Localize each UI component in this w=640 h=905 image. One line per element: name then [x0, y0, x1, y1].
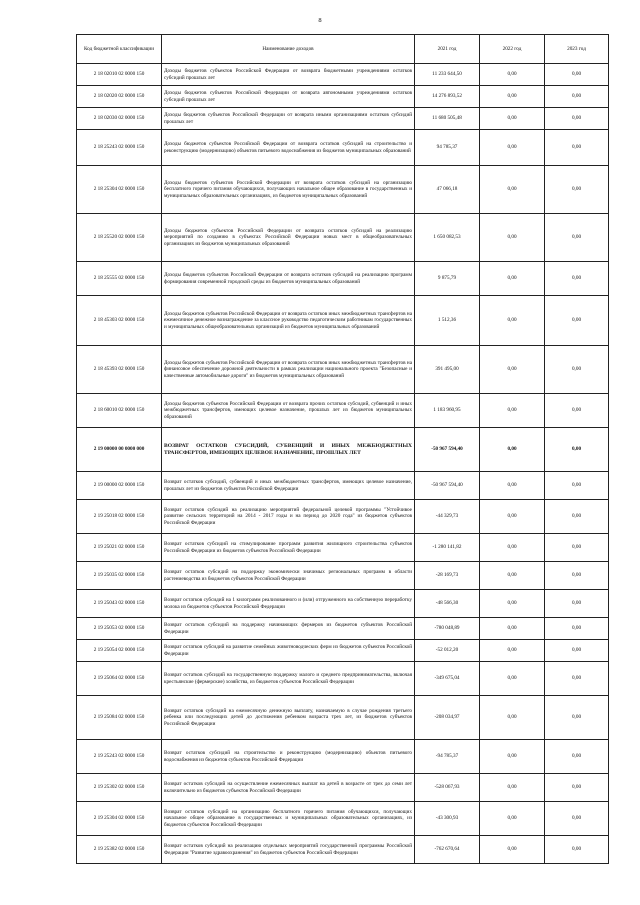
row-value-2022: 0,00	[480, 346, 545, 394]
row-code: 2 18 02020 02 0000 150	[77, 86, 162, 108]
row-code: 2 19 25084 02 0000 150	[77, 696, 162, 740]
row-description: ВОЗВРАТ ОСТАТКОВ СУБСИДИЙ, СУБВЕНЦИЙ И ИНЫХ МЕЖБЮДЖЕТНЫХ ТРАНСФЕРТОВ, ИМЕЮЩИХ ЦЕЛЕВОЕ НАЗНАЧЕНИЕ, ПРОШЛЫХ ЛЕТ	[162, 428, 415, 472]
row-value-2023: 0,00	[545, 86, 609, 108]
row-value-2023: 0,00	[545, 262, 609, 296]
row-value-2023: 0,00	[545, 640, 609, 662]
table-row	[77, 64, 609, 86]
table-row	[77, 534, 609, 562]
table-row	[77, 662, 609, 696]
table-row	[77, 472, 609, 500]
row-value-2022: 0,00	[480, 86, 545, 108]
row-description: Доходы бюджетов субъектов Российской Федерации от возврата прочих остатков субсидий, субвенций и иных межбюджетных трансфертов, имеющих целевое назначение, прошлых лет из бюджетов муниципальных образований	[162, 394, 415, 428]
row-code: 2 19 00000 02 0000 150	[77, 472, 162, 500]
row-value-2022: 0,00	[480, 836, 545, 864]
row-value-2022: 0,00	[480, 472, 545, 500]
row-code: 2 19 00000 00 0000 000	[77, 428, 162, 472]
row-value-2021: 1 183 960,95	[415, 394, 480, 428]
row-description: Возврат остатков субсидий на стимулирование программ развития жилищного строительства субъектов Российской Федерации из бюджетов субъектов Российской Федерации	[162, 534, 415, 562]
row-description: Возврат остатков субсидий на организацию бесплатного горячего питания обучающихся, получающих начальное общее образование в государственных и муниципальных образовательных организациях, из бюджетов субъектов Российской Федерации	[162, 802, 415, 836]
row-code: 2 19 25302 02 0000 150	[77, 774, 162, 802]
row-value-2021: -762 670,64	[415, 836, 480, 864]
row-value-2023: 0,00	[545, 534, 609, 562]
row-value-2021: -28 169,73	[415, 562, 480, 590]
row-value-2023: 0,00	[545, 662, 609, 696]
row-code: 2 19 25304 02 0000 150	[77, 802, 162, 836]
table-row	[77, 130, 609, 166]
row-value-2023: 0,00	[545, 394, 609, 428]
row-code: 2 18 02030 02 0000 150	[77, 108, 162, 130]
row-code: 2 18 25243 02 0000 150	[77, 130, 162, 166]
row-description: Доходы бюджетов субъектов Российской Федерации от возврата бюджетными учреждениями остатков субсидий прошлых лет	[162, 64, 415, 86]
row-value-2022: 0,00	[480, 662, 545, 696]
row-value-2021: 9 875,79	[415, 262, 480, 296]
row-value-2021: -94 785,37	[415, 740, 480, 774]
row-value-2021: -349 675,04	[415, 662, 480, 696]
row-value-2021: -208 034,97	[415, 696, 480, 740]
row-value-2021: 1 512,36	[415, 296, 480, 346]
row-code: 2 19 25243 02 0000 150	[77, 740, 162, 774]
row-value-2021: -50 967 594,40	[415, 472, 480, 500]
row-value-2021: 11 680 505,48	[415, 108, 480, 130]
row-value-2023: 0,00	[545, 428, 609, 472]
table-row	[77, 428, 609, 472]
page-number: 8	[318, 17, 322, 24]
row-code: 2 19 25382 02 0000 150	[77, 836, 162, 864]
row-code: 2 19 25035 02 0000 150	[77, 562, 162, 590]
row-code: 2 18 45393 02 0000 150	[77, 346, 162, 394]
row-value-2022: 0,00	[480, 214, 545, 262]
table-row	[77, 836, 609, 864]
revenue-table	[76, 34, 609, 864]
row-description: Возврат остатков субсидий на государственную поддержку малого и среднего предпринимательства, включая крестьянские (фермерские) хозяйства, из бюджетов субъектов Российской Федерации	[162, 662, 415, 696]
row-description: Доходы бюджетов субъектов Российской Федерации от возврата автономными учреждениями остатков субсидий прошлых лет	[162, 86, 415, 108]
row-value-2022: 0,00	[480, 534, 545, 562]
row-description: Доходы бюджетов субъектов Российской Федерации от возврата остатков иных межбюджетных трансфертов на финансовое обеспечение дорожной деятельности в рамках реализации национального проекта "Безопасные и качественные автомобильные дороги" из бюджетов муниципальных образований	[162, 346, 415, 394]
row-value-2022: 0,00	[480, 296, 545, 346]
row-value-2021: -44 329,73	[415, 500, 480, 534]
row-code: 2 19 25064 02 0000 150	[77, 662, 162, 696]
row-value-2021: 47 066,18	[415, 166, 480, 214]
row-value-2022: 0,00	[480, 618, 545, 640]
row-value-2021: -52 012,20	[415, 640, 480, 662]
table-row	[77, 590, 609, 618]
row-description: Доходы бюджетов субъектов Российской Федерации от возврата остатков субсидий на реализацию программ формирования современной городской среды из бюджетов муниципальных образований	[162, 262, 415, 296]
row-value-2022: 0,00	[480, 562, 545, 590]
row-value-2022: 0,00	[480, 774, 545, 802]
row-value-2021: -43 300,93	[415, 802, 480, 836]
row-value-2022: 0,00	[480, 262, 545, 296]
row-value-2022: 0,00	[480, 802, 545, 836]
row-value-2021: -48 566,30	[415, 590, 480, 618]
row-code: 2 18 02010 02 0000 150	[77, 64, 162, 86]
row-code: 2 18 25520 02 0000 150	[77, 214, 162, 262]
table-row	[77, 802, 609, 836]
table-row	[77, 696, 609, 740]
row-description: Возврат остатков субсидий на поддержку начинающих фермеров из бюджетов субъектов Российской Федерации	[162, 618, 415, 640]
header-name: Наименование доходов	[162, 35, 415, 64]
row-description: Доходы бюджетов субъектов Российской Федерации от возврата иными организациями остатков субсидий прошлых лет	[162, 108, 415, 130]
table-row	[77, 86, 609, 108]
row-description: Возврат остатков субсидий на 1 килограмм реализованного и (или) отгруженного на собственную переработку молока из бюджетов субъектов Российской Федерации	[162, 590, 415, 618]
row-value-2021: -528 067,93	[415, 774, 480, 802]
row-value-2022: 0,00	[480, 590, 545, 618]
row-description: Доходы бюджетов субъектов Российской Федерации от возврата остатков субсидий на строительство и реконструкцию (модернизацию) объектов питьевого водоснабжения из бюджетов муниципальных образований	[162, 130, 415, 166]
table-row	[77, 214, 609, 262]
row-value-2023: 0,00	[545, 696, 609, 740]
row-description: Возврат остатков субсидий на поддержку экономически значимых региональных программ в области растениеводства из бюджетов субъектов Российской Федерации	[162, 562, 415, 590]
table-body	[77, 64, 609, 864]
table-row	[77, 618, 609, 640]
header-2022: 2022 год	[480, 35, 545, 64]
row-code: 2 18 45303 02 0000 150	[77, 296, 162, 346]
row-value-2022: 0,00	[480, 640, 545, 662]
row-value-2023: 0,00	[545, 64, 609, 86]
row-value-2023: 0,00	[545, 108, 609, 130]
row-description: Возврат остатков субсидий на реализацию отдельных мероприятий государственной программы Российской Федерации "Развитие здравоохранения" из бюджетов субъектов Российской Федерации	[162, 836, 415, 864]
row-value-2022: 0,00	[480, 696, 545, 740]
row-value-2021: -1 280 141,82	[415, 534, 480, 562]
table-row	[77, 346, 609, 394]
table-row	[77, 562, 609, 590]
table-row	[77, 108, 609, 130]
row-value-2021: -50 967 594,40	[415, 428, 480, 472]
row-value-2022: 0,00	[480, 394, 545, 428]
row-value-2021: 94 785,37	[415, 130, 480, 166]
row-value-2022: 0,00	[480, 130, 545, 166]
row-description: Доходы бюджетов субъектов Российской Федерации от возврата остатков иных межбюджетных трансфертов на ежемесячное денежное вознаграждение за классное руководство педагогическим работникам государственных и муниципальных общеобразовательных организаций из бюджетов муниципальных образований	[162, 296, 415, 346]
row-value-2023: 0,00	[545, 740, 609, 774]
table-row	[77, 394, 609, 428]
row-value-2023: 0,00	[545, 802, 609, 836]
row-value-2021: -780 048,89	[415, 618, 480, 640]
row-code: 2 18 60010 02 0000 150	[77, 394, 162, 428]
row-value-2023: 0,00	[545, 214, 609, 262]
row-description: Возврат остатков субсидий на ежемесячную денежную выплату, назначаемую в случае рождения третьего ребенка или последующих детей до достижения ребенком возраста трех лет, из бюджетов субъектов Российской Федерации	[162, 696, 415, 740]
row-description: Возврат остатков субсидий на осуществление ежемесячных выплат на детей в возрасте от трех до семи лет включительно из бюджетов субъектов Российской Федерации	[162, 774, 415, 802]
header-code: Код бюджетной классификации	[77, 35, 162, 64]
row-code: 2 19 25018 02 0000 150	[77, 500, 162, 534]
row-value-2023: 0,00	[545, 296, 609, 346]
table-header-row	[77, 35, 609, 64]
row-description: Возврат остатков субсидий, субвенций и иных межбюджетных трансфертов, имеющих целевое назначение, прошлых лет из бюджетов субъектов Российской Федерации	[162, 472, 415, 500]
row-description: Возврат остатков субсидий на развитие семейных животноводческих ферм из бюджетов субъектов Российской Федерации	[162, 640, 415, 662]
row-code: 2 18 25304 02 0000 150	[77, 166, 162, 214]
row-value-2021: 1 650 082,53	[415, 214, 480, 262]
row-value-2022: 0,00	[480, 166, 545, 214]
row-value-2023: 0,00	[545, 590, 609, 618]
row-code: 2 19 25053 02 0000 150	[77, 618, 162, 640]
row-code: 2 19 25021 02 0000 150	[77, 534, 162, 562]
table-row	[77, 296, 609, 346]
row-value-2023: 0,00	[545, 562, 609, 590]
header-2023: 2023 год	[545, 35, 609, 64]
row-description: Возврат остатков субсидий на реализацию мероприятий федеральной целевой программы "Устойчивое развитие сельских территорий на 2014 - 2017 годы и на период до 2020 года" из бюджетов субъектов Российской Федерации	[162, 500, 415, 534]
row-value-2022: 0,00	[480, 428, 545, 472]
row-value-2023: 0,00	[545, 346, 609, 394]
row-value-2023: 0,00	[545, 774, 609, 802]
row-value-2022: 0,00	[480, 500, 545, 534]
row-value-2021: 391 495,00	[415, 346, 480, 394]
row-value-2022: 0,00	[480, 64, 545, 86]
row-value-2022: 0,00	[480, 108, 545, 130]
row-value-2023: 0,00	[545, 166, 609, 214]
row-description: Возврат остатков субсидий на строительство и реконструкцию (модернизацию) объектов питьевого водоснабжения из бюджетов субъектов Российской Федерации	[162, 740, 415, 774]
row-value-2022: 0,00	[480, 740, 545, 774]
row-description: Доходы бюджетов субъектов Российской Федерации от возврата остатков субсидий на реализацию мероприятий по созданию в субъектах Российской Федерации новых мест в общеобразовательных организациях из бюджетов муниципальных образований	[162, 214, 415, 262]
row-value-2023: 0,00	[545, 130, 609, 166]
row-code: 2 19 25054 02 0000 150	[77, 640, 162, 662]
row-value-2023: 0,00	[545, 500, 609, 534]
header-2021: 2021 год	[415, 35, 480, 64]
table-row	[77, 774, 609, 802]
row-value-2021: 11 233 644,50	[415, 64, 480, 86]
row-code: 2 18 25555 02 0000 150	[77, 262, 162, 296]
row-code: 2 19 25043 02 0000 150	[77, 590, 162, 618]
table-row	[77, 166, 609, 214]
row-description: Доходы бюджетов субъектов Российской Федерации от возврата остатков субсидий на организацию бесплатного горячего питания обучающихся, получающих начальное общее образование в государственных и муниципальных образовательных организациях, из бюджетов муниципальных образований	[162, 166, 415, 214]
row-value-2023: 0,00	[545, 472, 609, 500]
table-row	[77, 500, 609, 534]
table-row	[77, 262, 609, 296]
table-row	[77, 640, 609, 662]
table-row	[77, 740, 609, 774]
row-value-2021: 14 276 893,52	[415, 86, 480, 108]
row-value-2023: 0,00	[545, 836, 609, 864]
row-value-2023: 0,00	[545, 618, 609, 640]
